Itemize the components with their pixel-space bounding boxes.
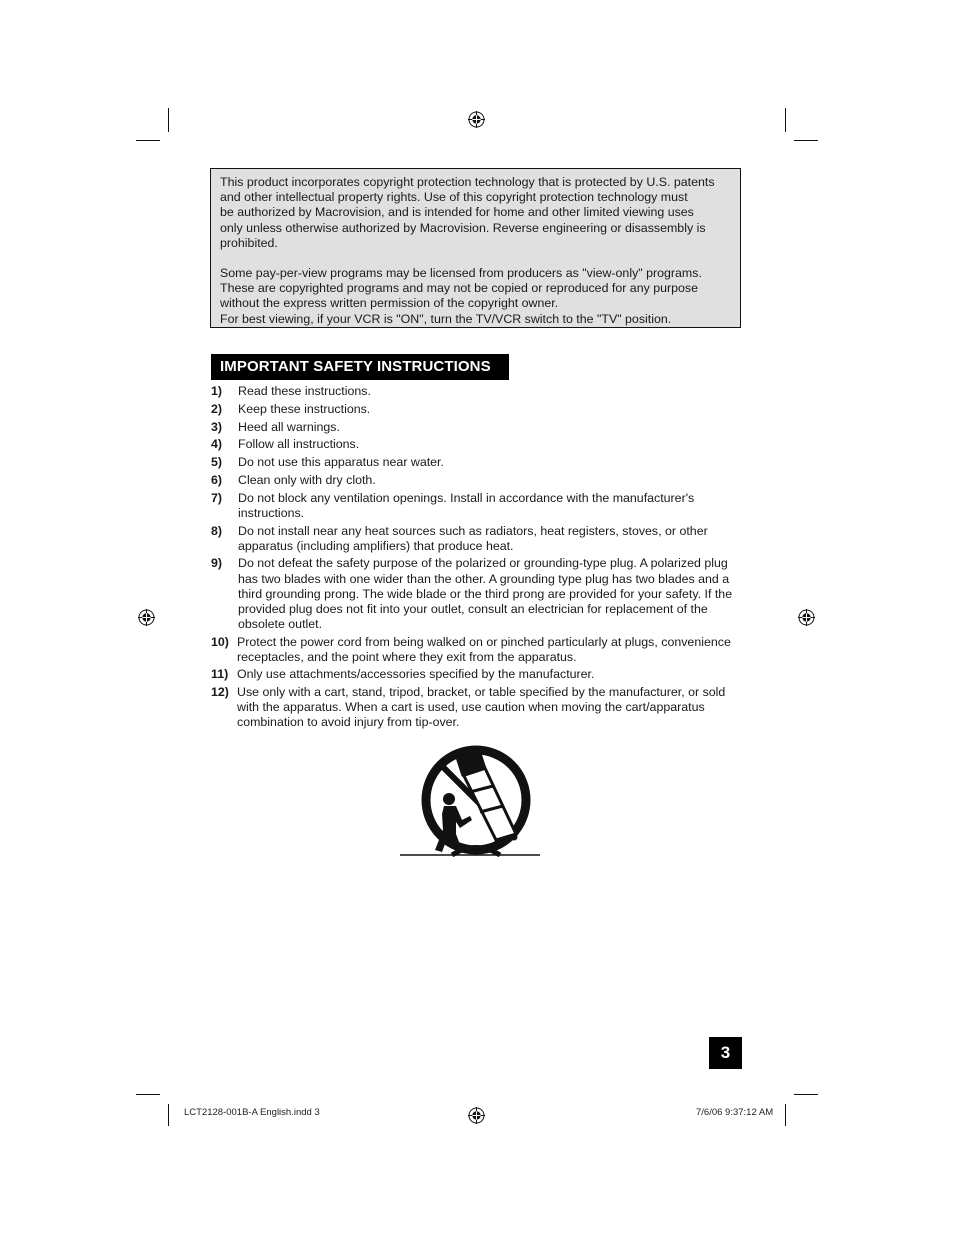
- crop-mark: [168, 108, 169, 132]
- item-text: Protect the power cord from being walked on or pinched particularly at plugs, convenience receptacles, and the point where they exit from the apparatus.: [237, 634, 731, 664]
- crop-mark: [785, 1104, 786, 1126]
- item-text: Do not use this apparatus near water.: [238, 455, 444, 470]
- item-text: Only use attachments/accessories specified by the manufacturer.: [237, 667, 595, 682]
- item-text: Use only with a cart, stand, tripod, bracket, or table specified by the manufacturer, or sold with the apparatus. When a cart is used, use caution when moving the cart/apparatus combination to avoid injury from tip-over.: [237, 685, 726, 730]
- item-text: Do not install near any heat sources such as radiators, heat registers, stoves, or other apparatus (including amplifiers) that produce heat.: [238, 523, 708, 553]
- crop-mark: [136, 1094, 160, 1095]
- item-number: 7): [211, 490, 223, 505]
- notice-paragraph: This product incorporates copyright protection technology that is protected by U.S. patents and other intellectual property rights. Use of this copyright protection technology must be authorized by Macrovision, and is intended for home and other limited viewing uses only unless otherwise authorized by Macrovision. Reverse engineering or disassembly is prohibited.: [220, 175, 715, 250]
- item-text: Do not defeat the safety purpose of the polarized or grounding-type plug. A polarized plug has two blades with one wider than the other. A grounding type plug has two blades and a third grounding prong. The wide blade or the third prong are provided for your safety. If the provided plug does not fit into your outlet, consult an electrician for replacement of the obsolete outlet.: [238, 556, 733, 631]
- list-item: [211, 402, 746, 417]
- list-item: [211, 635, 746, 665]
- footer-timestamp: 7/6/06 9:37:12 AM: [696, 1107, 774, 1118]
- crop-mark: [794, 140, 818, 141]
- item-text: Read these instructions.: [238, 384, 371, 398]
- list-item: [211, 455, 746, 470]
- item-text: Keep these instructions.: [238, 401, 371, 416]
- item-number: 4): [211, 437, 223, 452]
- item-number: 6): [211, 472, 223, 487]
- safety-instructions-list: [211, 384, 746, 733]
- registration-target-icon: [138, 609, 155, 626]
- item-number: 12): [211, 685, 229, 700]
- item-number: 8): [211, 523, 223, 538]
- item-number: 2): [211, 401, 223, 416]
- list-item: [211, 491, 746, 521]
- registration-target-icon: [468, 111, 485, 128]
- copyright-notice-box: [210, 168, 741, 328]
- item-text: Clean only with dry cloth.: [238, 472, 376, 487]
- crop-mark: [136, 140, 160, 141]
- registration-target-icon: [798, 609, 815, 626]
- item-number: 1): [211, 384, 223, 398]
- registration-target-icon: [468, 1107, 485, 1124]
- list-item: [211, 667, 746, 682]
- list-item: [211, 685, 746, 730]
- crop-mark: [785, 108, 786, 132]
- section-heading: IMPORTANT SAFETY INSTRUCTIONS: [211, 354, 509, 380]
- item-text: Do not block any ventilation openings. Install in accordance with the manufacturer's instructions.: [238, 490, 695, 520]
- item-text: Heed all warnings.: [238, 419, 340, 434]
- footer-file-slug: LCT2128-001B-A English.indd 3: [184, 1107, 320, 1118]
- list-item: [211, 473, 746, 488]
- item-number: 10): [211, 634, 229, 649]
- item-number: 11): [211, 667, 229, 682]
- item-number: 9): [211, 556, 223, 571]
- item-text: Follow all instructions.: [238, 437, 360, 452]
- list-item: [211, 437, 746, 452]
- cart-tip-over-warning-icon: [400, 742, 540, 858]
- list-item: [211, 420, 746, 435]
- crop-mark: [168, 1104, 169, 1126]
- page-number: 3: [709, 1037, 742, 1069]
- item-number: 3): [211, 419, 223, 434]
- notice-paragraph: Some pay-per-view programs may be licensed from producers as "view-only" programs. These are copyrighted programs and may not be copied or reproduced for any purpose without the express written permission of the copyright owner. For best viewing, if your VCR is "ON", turn the TV/VCR switch to the "TV" position.: [220, 266, 702, 326]
- list-item: [211, 524, 746, 554]
- list-item: [211, 556, 746, 631]
- list-item: [211, 384, 746, 399]
- item-number: 5): [211, 455, 223, 470]
- crop-mark: [794, 1094, 818, 1095]
